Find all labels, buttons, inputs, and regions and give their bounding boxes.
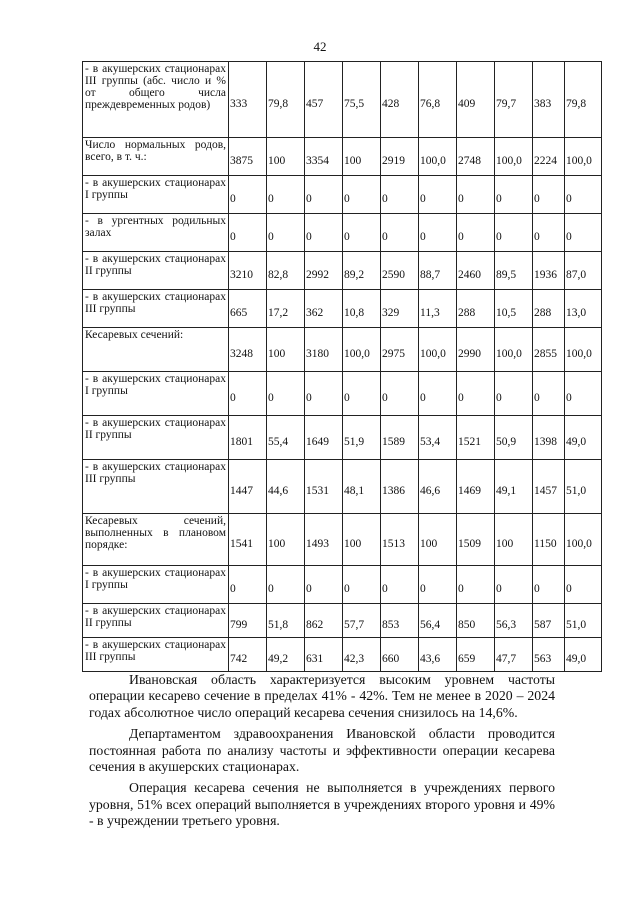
table-row [83,460,602,514]
cell-count: 2590 [381,252,419,290]
cell-percent: 79,8 [267,62,305,138]
cell-count: 853 [381,604,419,638]
cell-count: 428 [381,62,419,138]
cell-count: 1509 [457,514,495,566]
cell-count: 2748 [457,138,495,176]
table-row [83,176,602,214]
cell-percent: 0 [343,176,381,214]
cell-count: 2460 [457,252,495,290]
paragraph-level-distribution: Операция кесарева сечения не выполняется в учреждениях первого уровня, 51% всех операций выполняется в учреждениях второго уровня и 49% - в учреждении третьего уровня. [89,780,555,829]
cell-percent: 0 [343,566,381,604]
cell-percent: 0 [343,372,381,416]
cell-count: 1649 [305,416,343,460]
cell-percent: 0 [565,176,602,214]
cell-count: 1386 [381,460,419,514]
table-row [83,566,602,604]
cell-count: 0 [381,566,419,604]
cell-count: 2990 [457,328,495,372]
table-row [83,290,602,328]
cell-count: 3180 [305,328,343,372]
cell-count: 3210 [229,252,267,290]
cell-count: 3875 [229,138,267,176]
cell-count: 2224 [533,138,565,176]
cell-percent: 13,0 [565,290,602,328]
table-row [83,62,602,138]
cell-percent: 100 [343,138,381,176]
birth-statistics-table [82,61,602,672]
cell-count: 631 [305,638,343,672]
cell-count: 0 [381,372,419,416]
cell-count: 0 [457,214,495,252]
cell-percent: 100 [267,138,305,176]
row-label: - в акушерских стационарах II группы [83,416,229,460]
cell-percent: 0 [343,214,381,252]
cell-count: 0 [229,372,267,416]
row-label: - в акушерских стационарах II группы [83,604,229,638]
row-label: - в акушерских стационарах III группы [83,290,229,328]
table-row [83,372,602,416]
cell-count: 0 [229,214,267,252]
cell-count: 362 [305,290,343,328]
cell-percent: 100 [267,514,305,566]
cell-count: 0 [305,566,343,604]
cell-percent: 0 [495,176,533,214]
cell-count: 1469 [457,460,495,514]
cell-percent: 100 [419,514,457,566]
cell-percent: 49,0 [565,638,602,672]
cell-percent: 100,0 [565,138,602,176]
cell-percent: 48,1 [343,460,381,514]
cell-percent: 10,8 [343,290,381,328]
cell-count: 3248 [229,328,267,372]
row-label: - в акушерских стационарах II группы [83,252,229,290]
cell-percent: 79,7 [495,62,533,138]
cell-percent: 79,8 [565,62,602,138]
cell-percent: 55,4 [267,416,305,460]
cell-count: 1398 [533,416,565,460]
page-number: 42 [313,39,327,54]
cell-count: 0 [305,214,343,252]
cell-percent: 100,0 [419,328,457,372]
table-row [83,328,602,372]
cell-count: 850 [457,604,495,638]
cell-count: 0 [381,176,419,214]
table-row [83,138,602,176]
cell-percent: 0 [495,214,533,252]
cell-count: 862 [305,604,343,638]
row-label: Кесаревых сечений, выполненных в плановом порядке: [83,514,229,566]
cell-percent: 100,0 [565,328,602,372]
table-body [83,62,602,672]
body-text [89,672,555,830]
cell-percent: 82,8 [267,252,305,290]
cell-percent: 0 [267,176,305,214]
cell-count: 0 [533,372,565,416]
cell-count: 1531 [305,460,343,514]
cell-count: 329 [381,290,419,328]
cell-count: 1541 [229,514,267,566]
cell-percent: 46,6 [419,460,457,514]
cell-count: 660 [381,638,419,672]
cell-count: 0 [533,566,565,604]
cell-count: 742 [229,638,267,672]
cell-count: 799 [229,604,267,638]
row-label: - в акушерских стационарах I группы [83,176,229,214]
table-row [83,514,602,566]
cell-percent: 47,7 [495,638,533,672]
cell-percent: 76,8 [419,62,457,138]
cell-percent: 0 [565,372,602,416]
cell-count: 0 [457,176,495,214]
cell-percent: 53,4 [419,416,457,460]
cell-percent: 100 [495,514,533,566]
cell-count: 0 [305,176,343,214]
cell-percent: 88,7 [419,252,457,290]
cell-count: 383 [533,62,565,138]
cell-percent: 0 [565,214,602,252]
cell-count: 659 [457,638,495,672]
cell-count: 1513 [381,514,419,566]
cell-count: 2919 [381,138,419,176]
cell-count: 0 [533,214,565,252]
cell-percent: 44,6 [267,460,305,514]
cell-count: 1493 [305,514,343,566]
cell-count: 0 [305,372,343,416]
cell-count: 1521 [457,416,495,460]
cell-percent: 87,0 [565,252,602,290]
cell-count: 563 [533,638,565,672]
cell-percent: 100,0 [419,138,457,176]
cell-percent: 0 [267,372,305,416]
cell-percent: 51,9 [343,416,381,460]
cell-count: 457 [305,62,343,138]
cell-percent: 0 [419,566,457,604]
row-label: - в акушерских стационарах I группы [83,372,229,416]
cell-percent: 89,2 [343,252,381,290]
cell-count: 1447 [229,460,267,514]
cell-count: 3354 [305,138,343,176]
cell-count: 1589 [381,416,419,460]
row-label: - в акушерских стационарах I группы [83,566,229,604]
cell-count: 409 [457,62,495,138]
cell-percent: 56,4 [419,604,457,638]
cell-count: 1150 [533,514,565,566]
cell-percent: 100,0 [495,138,533,176]
cell-percent: 51,0 [565,460,602,514]
cell-percent: 49,2 [267,638,305,672]
row-label: - в акушерских стационарах III группы [83,460,229,514]
row-label: Кесаревых сечений: [83,328,229,372]
cell-count: 0 [457,372,495,416]
cell-percent: 10,5 [495,290,533,328]
cell-percent: 100,0 [495,328,533,372]
cell-count: 0 [381,214,419,252]
cell-percent: 42,3 [343,638,381,672]
row-label: - в акушерских стационарах III группы (абс. число и % от общего числа преждевременных родов) [83,62,229,138]
table-row [83,638,602,672]
cell-count: 2855 [533,328,565,372]
cell-percent: 0 [495,372,533,416]
cell-percent: 11,3 [419,290,457,328]
cell-count: 665 [229,290,267,328]
cell-percent: 0 [267,566,305,604]
table-row [83,416,602,460]
cell-percent: 100,0 [565,514,602,566]
cell-percent: 17,2 [267,290,305,328]
paragraph-csection-frequency: Ивановская область характеризуется высоким уровнем частоты операции кесарево сечение в пределах 41% - 42%. Тем не менее в 2020 – 2024 годах абсолютное число операций кесарева сечения снизилось на 14,6%. [89,672,555,720]
table-row [83,252,602,290]
cell-count: 1457 [533,460,565,514]
cell-count: 0 [457,566,495,604]
cell-percent: 49,0 [565,416,602,460]
cell-percent: 0 [419,372,457,416]
cell-count: 0 [229,176,267,214]
cell-percent: 56,3 [495,604,533,638]
cell-percent: 100 [267,328,305,372]
row-label: - в акушерских стационарах III группы [83,638,229,672]
cell-percent: 50,9 [495,416,533,460]
cell-percent: 51,0 [565,604,602,638]
cell-count: 288 [533,290,565,328]
cell-percent: 51,8 [267,604,305,638]
cell-count: 587 [533,604,565,638]
cell-percent: 0 [495,566,533,604]
row-label: - в ургентных родильных залах [83,214,229,252]
cell-percent: 0 [267,214,305,252]
cell-count: 333 [229,62,267,138]
cell-percent: 49,1 [495,460,533,514]
cell-count: 2992 [305,252,343,290]
row-label: Число нормальных родов, всего, в т. ч.: [83,138,229,176]
table-row [83,214,602,252]
paragraph-department-work: Департаментом здравоохранения Ивановской области проводится постоянная работа по анализу частоты и эффективности операции кесарева сечения в акушерских стационарах. [89,726,555,775]
cell-percent: 89,5 [495,252,533,290]
cell-count: 1801 [229,416,267,460]
table-row [83,604,602,638]
cell-percent: 100 [343,514,381,566]
cell-percent: 57,7 [343,604,381,638]
cell-count: 288 [457,290,495,328]
cell-count: 0 [533,176,565,214]
cell-count: 0 [229,566,267,604]
cell-percent: 0 [565,566,602,604]
cell-count: 1936 [533,252,565,290]
cell-percent: 100,0 [343,328,381,372]
cell-percent: 43,6 [419,638,457,672]
cell-count: 2975 [381,328,419,372]
cell-percent: 0 [419,176,457,214]
cell-percent: 75,5 [343,62,381,138]
cell-percent: 0 [419,214,457,252]
